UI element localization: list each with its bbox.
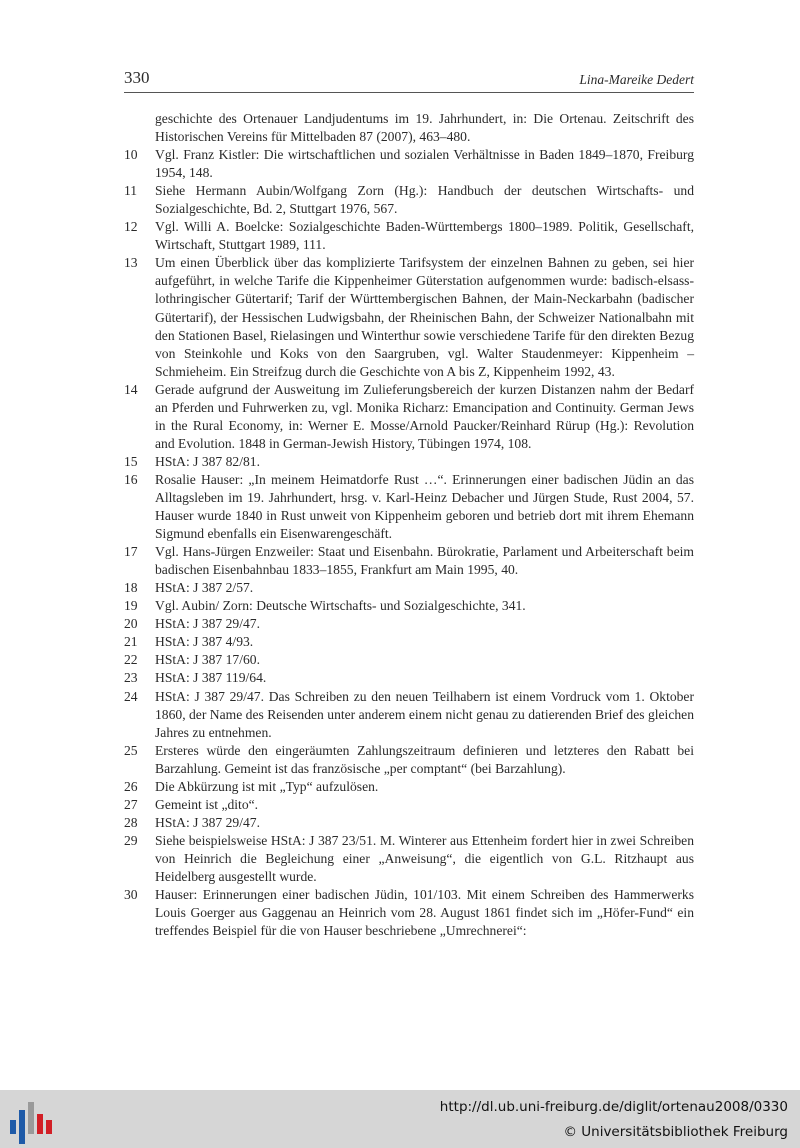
footnote-item xyxy=(124,381,694,453)
footnote-number: 10 xyxy=(124,147,138,163)
footnote-item xyxy=(124,471,694,543)
source-url-link[interactable]: http://dl.ub.uni-freiburg.de/diglit/ortenau2008/0330 xyxy=(439,1099,788,1115)
footnote-text: Vgl. Willi A. Boelcke: Sozialgeschichte Baden-Württembergs 1800–1989. Politik, Gesellschaft, Wirtschaft, Stuttgart 1989, 111. xyxy=(155,219,694,253)
running-head-author: Lina-Mareike Dedert xyxy=(579,72,694,87)
footnote-number: 11 xyxy=(124,183,138,199)
footnote-item xyxy=(124,615,694,633)
footer-bar xyxy=(0,1090,800,1148)
footnote-item xyxy=(124,182,694,218)
footnote-text: Vgl. Hans-Jürgen Enzweiler: Staat und Eisenbahn. Bürokratie, Parlament und Arbeiterschaft beim badischen Eisenbahnbau 1833–1855, Frankfurt am Main 1995, 40. xyxy=(155,544,694,578)
footnote-text: Rosalie Hauser: „In meinem Heimatdorfe Rust …“. Erinnerungen einer badischen Jüdin an das Alltagsleben im 19. Jahrhundert, hrsg. v. Karl-Heinz Debacher und Jürgen Stude, Rust 2004, 57. Hauser wurde 1840 in Rust unweit von Kippenheim geboren und betrieb dort mit ihrem Ehemann Sigmund ebenfalls ein Eisenwarengeschäft. xyxy=(155,471,694,542)
footnote-number: 30 xyxy=(124,887,138,903)
footnote-text: Gerade aufgrund der Ausweitung im Zulieferungsbereich der kurzen Distanzen nahm der Bedarf an Pferden und Fuhrwerken zu, vgl. Monika Richarz: Emancipation and Continuity. German Jews in the Rural Economy, in: Werner E. Mosse/Arnold Paucker/Reinhard Rürup (Hg.): Revolution and Evolution. 1848 in German-Jewish History, Tübingen 1974, 108. xyxy=(155,381,694,451)
footnote-item xyxy=(124,579,694,597)
footnote-item xyxy=(124,832,694,886)
footnote-text: Ersteres würde den eingeräumten Zahlungszeitraum definieren und letzteres den Rabatt bei Barzahlung. Gemeint ist das französische „per comptant“ (bei Barzahlung). xyxy=(155,742,694,776)
footnote-text: HStA: J 387 17/60. xyxy=(155,652,260,668)
footnote-item xyxy=(124,254,694,380)
footnote-item xyxy=(124,597,694,615)
footnote-item xyxy=(124,651,694,669)
footnote-item xyxy=(124,778,694,796)
footnote-item xyxy=(124,796,694,814)
footnote-number: 14 xyxy=(124,381,138,397)
footnote-number: 20 xyxy=(124,616,138,632)
footnote-text: Hauser: Erinnerungen einer badischen Jüdin, 101/103. Mit einem Schreiben des Hammerwerks Louis Goerger aus Gaggenau an Heinrich vom 28. August 1861 findet sich im „Höfer-Fund“ ein treffendes Beispiel für die von Hauser beschriebene „Umrechnerei“: xyxy=(155,887,694,939)
copyright-notice: © Universitätsbibliothek Freiburg xyxy=(563,1124,788,1140)
footnote-number: 26 xyxy=(124,778,138,794)
footnote-text: Die Abkürzung ist mit „Typ“ aufzulösen. xyxy=(155,778,379,794)
footnote-number: 19 xyxy=(124,598,138,614)
footnote-item xyxy=(124,110,694,146)
footnote-number: 13 xyxy=(124,255,138,271)
footnote-number: 24 xyxy=(124,688,138,704)
footnote-text: HStA: J 387 4/93. xyxy=(155,634,254,650)
footnote-text: HStA: J 387 29/47. Das Schreiben zu den neuen Teilhabern ist einem Vordruck vom 1. Oktober 1860, der Name des Reisenden unter anderem einem nicht genau zu datierenden Brief des gleichen Jahres zu entnehmen. xyxy=(155,688,694,740)
footnote-number: 15 xyxy=(124,453,138,469)
footnote-number: 27 xyxy=(124,796,138,812)
footnote-text: Siehe beispielsweise HStA: J 387 23/51. M. Winterer aus Ettenheim fordert hier in zwei Schreiben von Heinrich die Begleichung einer „Anweisung“, die eigentlich von G.L. Ritzhaupt aus Heidelberg ausgestellt wurde. xyxy=(155,832,694,884)
footnote-text: HStA: J 387 2/57. xyxy=(155,580,254,596)
footnote-item xyxy=(124,669,694,687)
footnote-text: Vgl. Franz Kistler: Die wirtschaftlichen und sozialen Verhältnisse in Baden 1849–1870, Freiburg 1954, 148. xyxy=(155,147,694,181)
footnote-text: Vgl. Aubin/ Zorn: Deutsche Wirtschafts- und Sozialgeschichte, 341. xyxy=(155,598,526,614)
footnote-number: 21 xyxy=(124,634,138,650)
footnote-number: 23 xyxy=(124,670,138,686)
footnote-text: HStA: J 387 119/64. xyxy=(155,670,267,686)
footnote-number: 22 xyxy=(124,652,138,668)
footnote-item xyxy=(124,543,694,579)
ub-freiburg-logo-icon[interactable] xyxy=(0,1090,60,1148)
footnote-text: HStA: J 387 29/47. xyxy=(155,616,260,632)
footnote-text: geschichte des Ortenauer Landjudentums im 19. Jahrhundert, in: Die Ortenau. Zeitschrift des Historischen Vereins für Mittelbaden 87 (2007), 463–480. xyxy=(155,111,694,145)
footnote-number: 16 xyxy=(124,471,138,487)
footnote-number: 25 xyxy=(124,742,138,758)
running-header xyxy=(124,70,694,93)
footnote-number: 18 xyxy=(124,580,138,596)
footnote-item xyxy=(124,742,694,778)
footnote-item xyxy=(124,218,694,254)
footnote-item xyxy=(124,146,694,182)
footnote-number: 28 xyxy=(124,814,138,830)
footnote-item xyxy=(124,688,694,742)
footnote-item xyxy=(124,886,694,940)
footnote-text: HStA: J 387 29/47. xyxy=(155,814,260,830)
footnotes-list xyxy=(124,110,694,940)
footnote-item xyxy=(124,453,694,471)
footnote-item xyxy=(124,814,694,832)
footnote-text: Um einen Überblick über das komplizierte Tarifsystem der einzelnen Bahnen zu geben, sei hier aufgeführt, in welche Tarife die Kippenheimer Güterstation aufgenommen wurde: badisch-elsass-lothringischer Gütertarif; Tarif der Württembergischen Bahnen, der Main-Neckarbahn (badischer Gütertarif), der Hessischen Ludwigsbahn, der Rheinischen Bahn, der Schweizer Nationalbahn mit den Stationen Basel, Rielasingen und Winterthur sowie verschiedene Tarife für den direkten Bezug von Steinkohle und Koks von den Saargruben, vgl. Walter Staudenmeyer: Kippenheim – Schmieheim. Ein Streifzug durch die Geschichte von A bis Z, Kippenheim 1992, 43. xyxy=(155,255,694,379)
footnote-number: 17 xyxy=(124,544,138,560)
footnote-number: 12 xyxy=(124,219,138,235)
footnote-text: HStA: J 387 82/81. xyxy=(155,453,260,469)
footnote-text: Siehe Hermann Aubin/Wolfgang Zorn (Hg.): Handbuch der deutschen Wirtschafts- und Sozialgeschichte, Bd. 2, Stuttgart 1976, 567. xyxy=(155,183,694,217)
footnote-item xyxy=(124,633,694,651)
page-number: 330 xyxy=(124,68,150,87)
footnote-number: 29 xyxy=(124,832,138,848)
footnote-text: Gemeint ist „dito“. xyxy=(155,796,259,812)
